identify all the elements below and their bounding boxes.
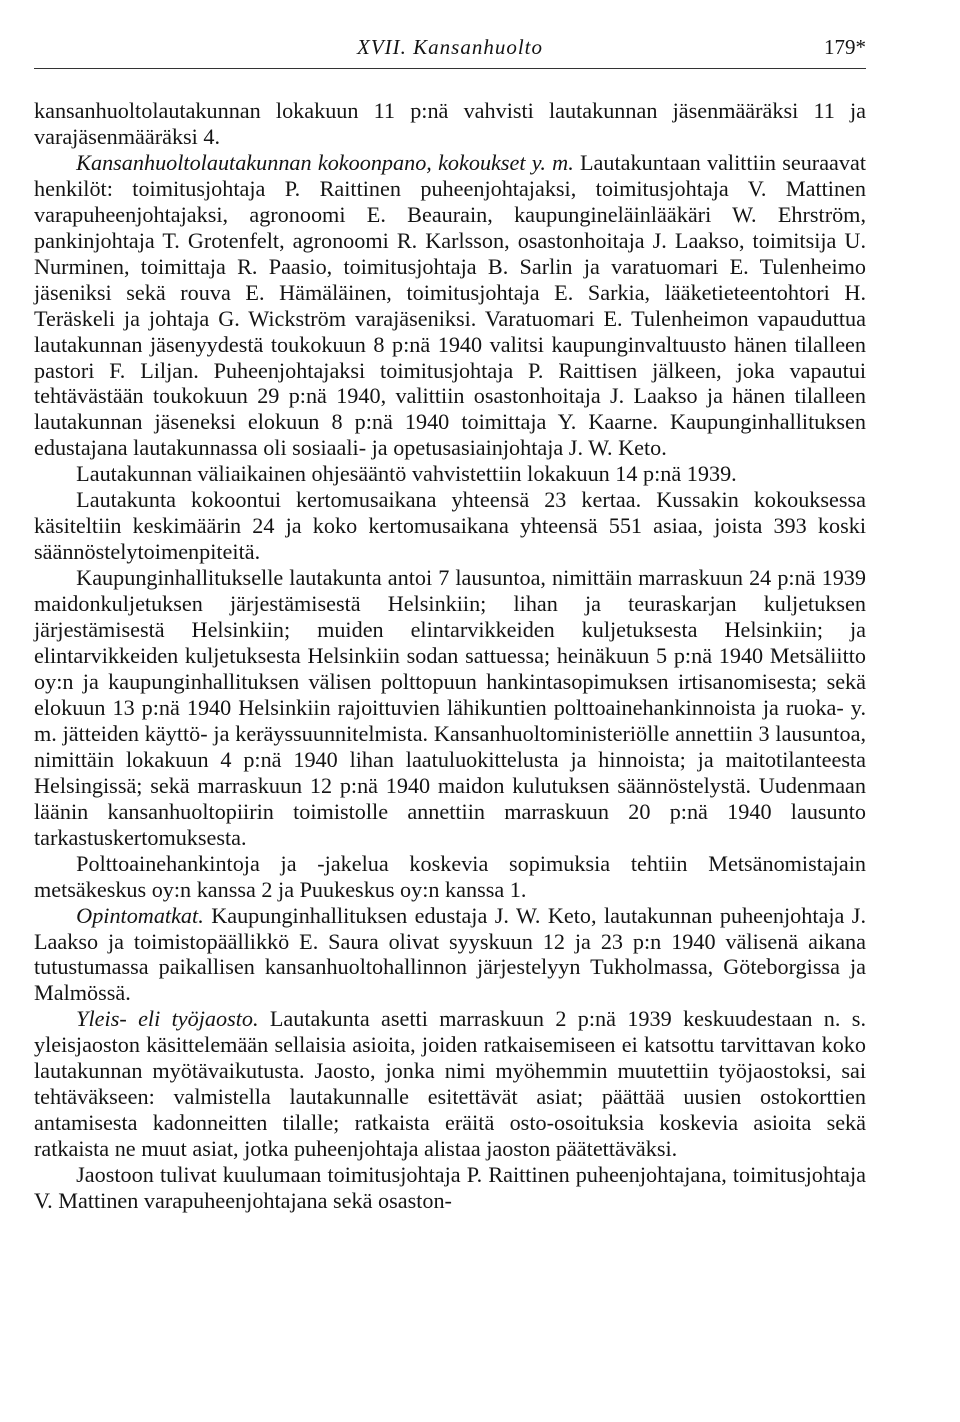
body-text bbox=[34, 98, 866, 1214]
section-heading: Kansanhuoltolautakunnan kokoonpano, kokoukset y. m. bbox=[76, 149, 574, 175]
paragraph-text: Lautakunnan väliaikainen ohjesääntö vahvistettiin lokakuun 14 p:nä 1939. bbox=[76, 461, 737, 487]
paragraph bbox=[34, 903, 866, 1007]
paragraph-text: kansanhuoltolautakunnan lokakuun 11 p:nä vahvisti lautakunnan jäsenmääräksi 11 ja varajäsenmääräksi 4. bbox=[34, 98, 866, 149]
paragraph-text: Lautakunta asetti marraskuun 2 p:nä 1939 keskuudestaan n. s. yleisjaoston käsittelemään sellaisia asioita, joiden ratkaisemiseen ei katsottu tarvittavan koko lautakunnan myötävaikutusta. Jaosto, jonka nimi myöhemmin muutettiin työjaostoksi, sai tehtäväkseen: valmistella lautakunnalle esitettävät asiat; päättää uusien ostokorttien antamisesta kadonneitten tilalle; ratkaista eräitä osto-osoituksia koskevia asioita sekä ratkaista ne muut asiat, jotka puheenjohtaja alistaa jaoston päätettäväksi. bbox=[34, 1006, 866, 1162]
section-heading: Yleis- eli työjaosto. bbox=[76, 1006, 259, 1032]
running-title: XVII. Kansanhuolto bbox=[357, 35, 543, 59]
paragraph-text: Polttoainehankintoja ja -jakelua koskevia sopimuksia tehtiin Metsänomistajain metsäkeskus oy:n kanssa 2 ja Puukeskus oy:n kanssa 1. bbox=[34, 850, 866, 902]
paragraph bbox=[34, 1162, 866, 1214]
paragraph bbox=[34, 565, 866, 850]
page-header bbox=[34, 32, 866, 66]
paragraph-text: Lautakuntaan valittiin seuraavat henkilöt: toimitusjohtaja P. Raittinen puheenjohtajaksi, toimitusjohtaja V. Mattinen varapuheenjohtajaksi, agronoomi E. Beaurain, kaupungineläinlääkäri W. Ehrström, pankinjohtaja T. Grotenfelt, agronoomi R. Karlsson, osastonhoitaja J. Laakso, toimitsija U. Nurminen, toimittaja R. Paasio, toimitusjohtaja B. Sarlin ja varatuomari E. Tulenheimo jäseniksi sekä rouva E. Hämäläinen, toimitusjohtaja E. Sarkia, lääketieteentohtori H. Teräskeli ja johtaja G. Wickström varajäseniksi. Varatuomari E. Tulenheimon vapauduttua lautakunnan jäsenyydestä toukokuun 8 p:nä 1940 valitsi kaupunginvaltuusto hänen tilalleen pastori F. Liljan. Puheenjohtajaksi toimitusjohtaja P. Raittisen jälkeen, joka vapautui tehtävästään toukokuun 29 p:nä 1940, valittiin osastonhoitaja J. Laakso ja hänen tilalleen lautakunnan jäseneksi elokuun 8 p:nä 1940 toimittaja Y. Kaarne. Kaupunginhallituksen edustajana lautakunnassa oli sosiaali- ja opetusasiainjohtaja J. W. Keto. bbox=[34, 149, 866, 461]
document-page bbox=[34, 32, 866, 1214]
header-rule bbox=[34, 68, 866, 69]
paragraph bbox=[34, 487, 866, 565]
paragraph-text: Kaupunginhallituksen edustaja J. W. Keto, lautakunnan puheenjohtaja J. Laakso ja toimistopäällikkö E. Saura olivat syyskuun 12 ja 23 p:n 1940 välisenä aikana tutustumassa paikallisen kansanhuoltohallinnon järjestelyyn Tukholmassa, Göteborgissa ja Malmössä. bbox=[34, 902, 866, 1006]
page-number: 179* bbox=[824, 35, 866, 59]
paragraph bbox=[34, 98, 866, 150]
paragraph-text: Kaupunginhallitukselle lautakunta antoi 7 lausuntoa, nimittäin marraskuun 24 p:nä 1939 maidonkuljetuksen järjestämisestä Helsinkiin; lihan ja teuraskarjan kuljetuksen järjestämisestä Helsinkiin; muiden elintarvikkeiden kuljetuksesta Helsinkiin; ja elintarvikkeiden kuljetuksesta Helsinkiin sodan sattuessa; heinäkuun 5 p:nä 1940 Metsäliitto oy:n ja kaupunginhallituksen välisen polttopuun hankintasopimuksen irtisanomisesta; sekä elokuun 13 p:nä 1940 Helsinkiin rajoittuvien lähikuntien polttoainehankinnoista ja ruoka- y. m. jätteiden käyttö- ja keräyssuunnitelmista. Kansanhuoltoministeriölle annettiin 3 lausuntoa, nimittäin lokakuun 4 p:nä 1940 lihan laatuluokittelusta ja hinnoista; ja maitotilanteesta Helsingissä; sekä marraskuun 12 p:nä 1940 maidon kulutuksen säännöstelystä. Uudenmaan läänin kansanhuoltopiirin toimistolle annettiin marraskuun 20 p:nä 1940 lausunto tarkastuskertomuksesta. bbox=[34, 565, 866, 850]
paragraph bbox=[34, 851, 866, 903]
paragraph-text: Jaostoon tulivat kuulumaan toimitusjohtaja P. Raittinen puheenjohtajana, toimitusjohtaja V. Mattinen varapuheenjohtajana sekä osaston- bbox=[34, 1162, 866, 1214]
paragraph bbox=[34, 150, 866, 461]
paragraph bbox=[34, 461, 866, 487]
paragraph bbox=[34, 1006, 866, 1162]
paragraph-text: Lautakunta kokoontui kertomusaikana yhteensä 23 kertaa. Kussakin kokouksessa käsiteltiin keskimäärin 24 ja koko kertomusaikana yhteensä 551 asiaa, joista 393 koski säännöstelytoimenpiteitä. bbox=[34, 487, 866, 565]
section-heading: Opintomatkat. bbox=[76, 902, 204, 928]
